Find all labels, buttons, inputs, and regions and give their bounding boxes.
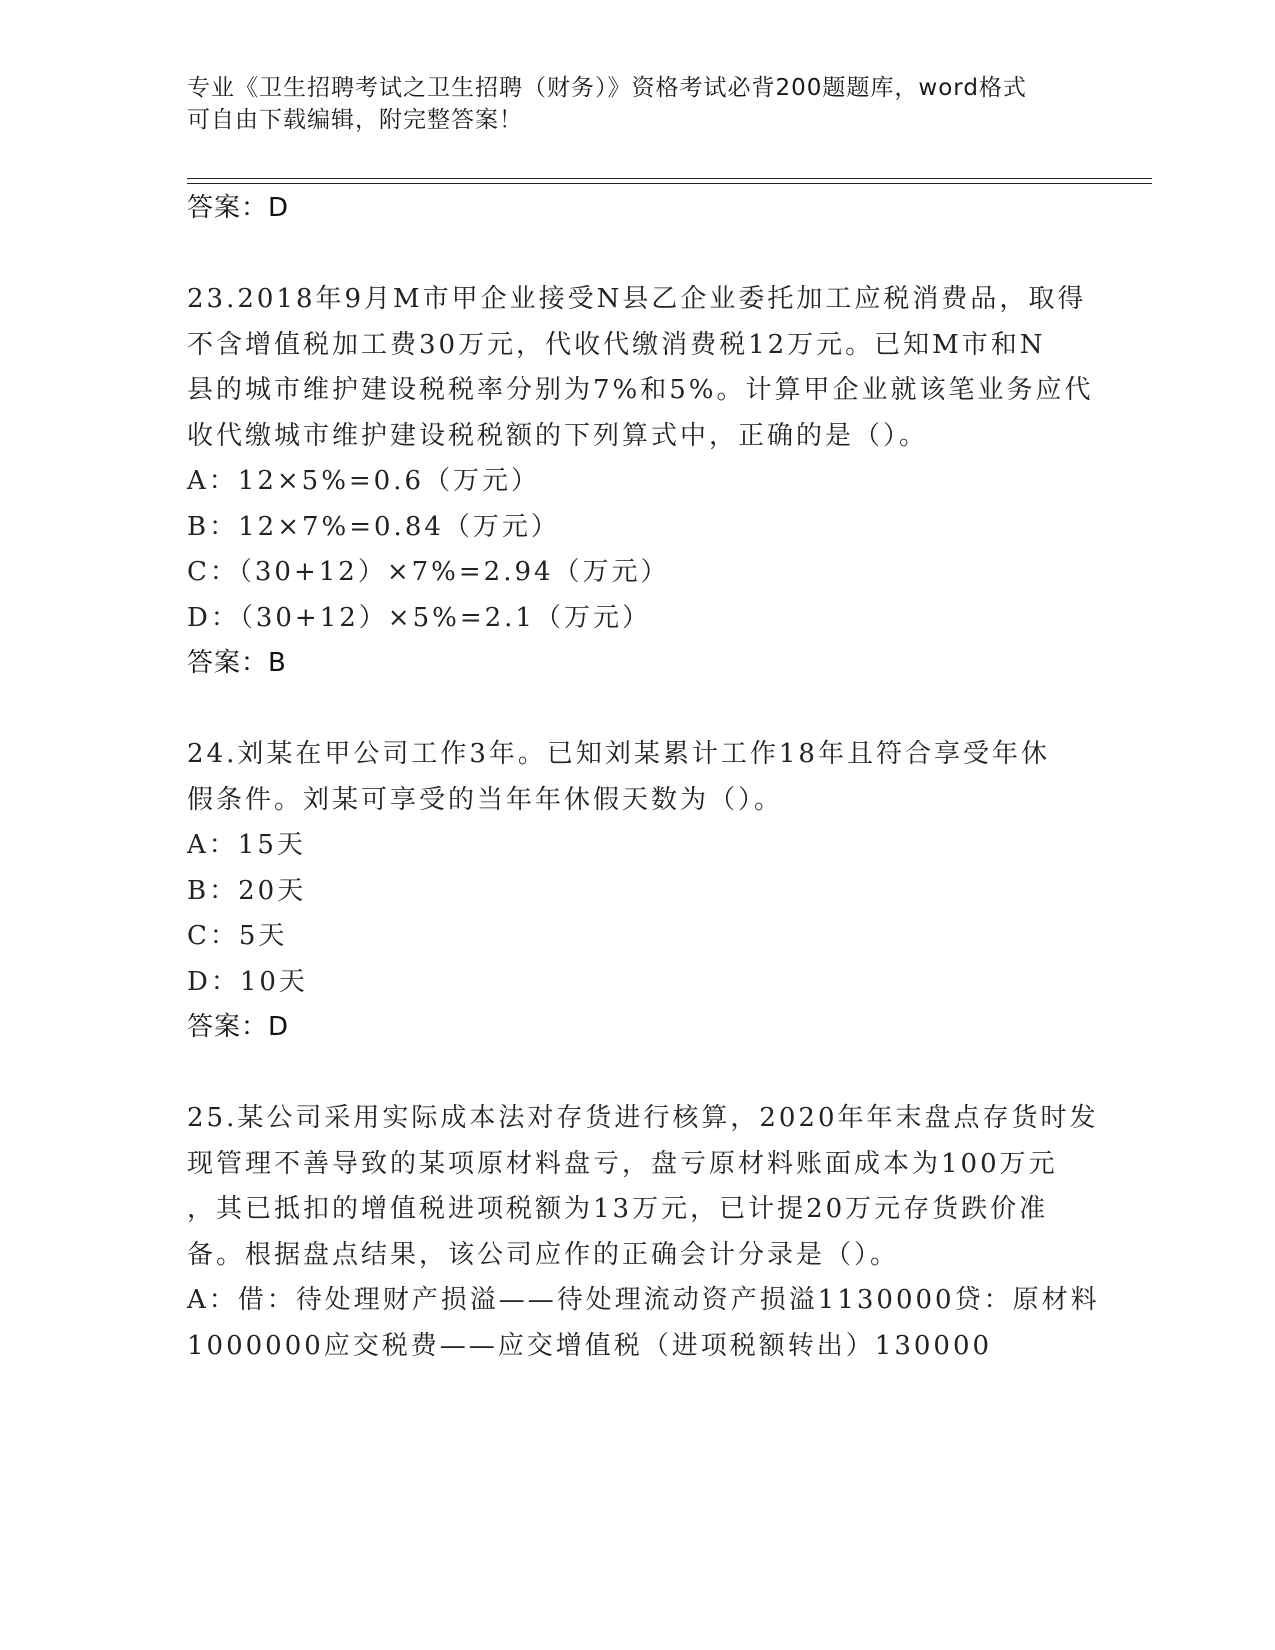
document-header (187, 72, 1067, 136)
question-text-line: 假条件。刘某可享受的当年年休假天数为（）。 (187, 784, 784, 815)
question-text-line: ，其已抵扣的增值税进项税额为13万元，已计提20万元存货跌价准 (187, 1194, 1049, 1224)
option-a: A：12×5%=0.6（万元） (187, 466, 541, 496)
option-a: A：15天 (187, 830, 306, 860)
answer-q24: 答案：D (187, 1012, 290, 1042)
header-divider-bottom (187, 183, 1152, 184)
answer-q23: 答案：B (187, 648, 287, 678)
header-line-2: 可自由下载编辑，附完整答案！ (187, 107, 523, 133)
document-body (187, 186, 1100, 1369)
header-line-1: 专业《卫生招聘考试之卫生招聘（财务）》资格考试必背200题题库，word格式 (187, 75, 1027, 101)
question-text-line: 24.刘某在甲公司工作3年。已知刘某累计工作18年且符合享受年休 (187, 739, 1050, 769)
option-d: D：（30+12）×5%=2.1（万元） (187, 602, 651, 633)
question-text-line: 不含增值税加工费30万元，代收代缴消费税12万元。已知M市和N (187, 329, 1046, 360)
option-b: B：12×7%=0.84（万元） (187, 511, 560, 542)
option-a-continued: 1000000应交税费——应交增值税（进项税额转出）130000 (187, 1330, 993, 1361)
question-23 (187, 277, 1094, 687)
question-25 (187, 1096, 1100, 1369)
option-a: A：借：待处理财产损溢——待处理流动资产损溢1130000贷：原材料 (187, 1285, 1100, 1315)
option-c: C：5天 (187, 921, 288, 951)
question-text-line: 收代缴城市维护建设税税额的下列算式中，正确的是（）。 (187, 420, 929, 451)
answer-q22: 答案：D (187, 193, 290, 223)
spacer (187, 687, 1087, 733)
question-24 (187, 732, 1087, 1051)
spacer (187, 1051, 1087, 1097)
header-divider-top (187, 178, 1152, 179)
question-text-line: 25.某公司采用实际成本法对存货进行核算，2020年年末盘点存货时发 (187, 1103, 1099, 1133)
question-text-line: 现管理不善导致的某项原材料盘亏，盘亏原材料账面成本为100万元 (187, 1148, 1058, 1179)
option-b: B：20天 (187, 875, 307, 906)
option-d: D：10天 (187, 966, 308, 997)
question-text-line: 备。根据盘点结果，该公司应作的正确会计分录是（）。 (187, 1239, 900, 1270)
question-text-line: 县的城市维护建设税税率分别为7%和5%。计算甲企业就该笔业务应代 (187, 375, 1094, 405)
question-text-line: 23.2018年9月M市甲企业接受N县乙企业委托加工应税消费品，取得 (187, 284, 1087, 314)
option-c: C：（30+12）×7%=2.94（万元） (187, 557, 670, 587)
spacer (187, 232, 1087, 278)
